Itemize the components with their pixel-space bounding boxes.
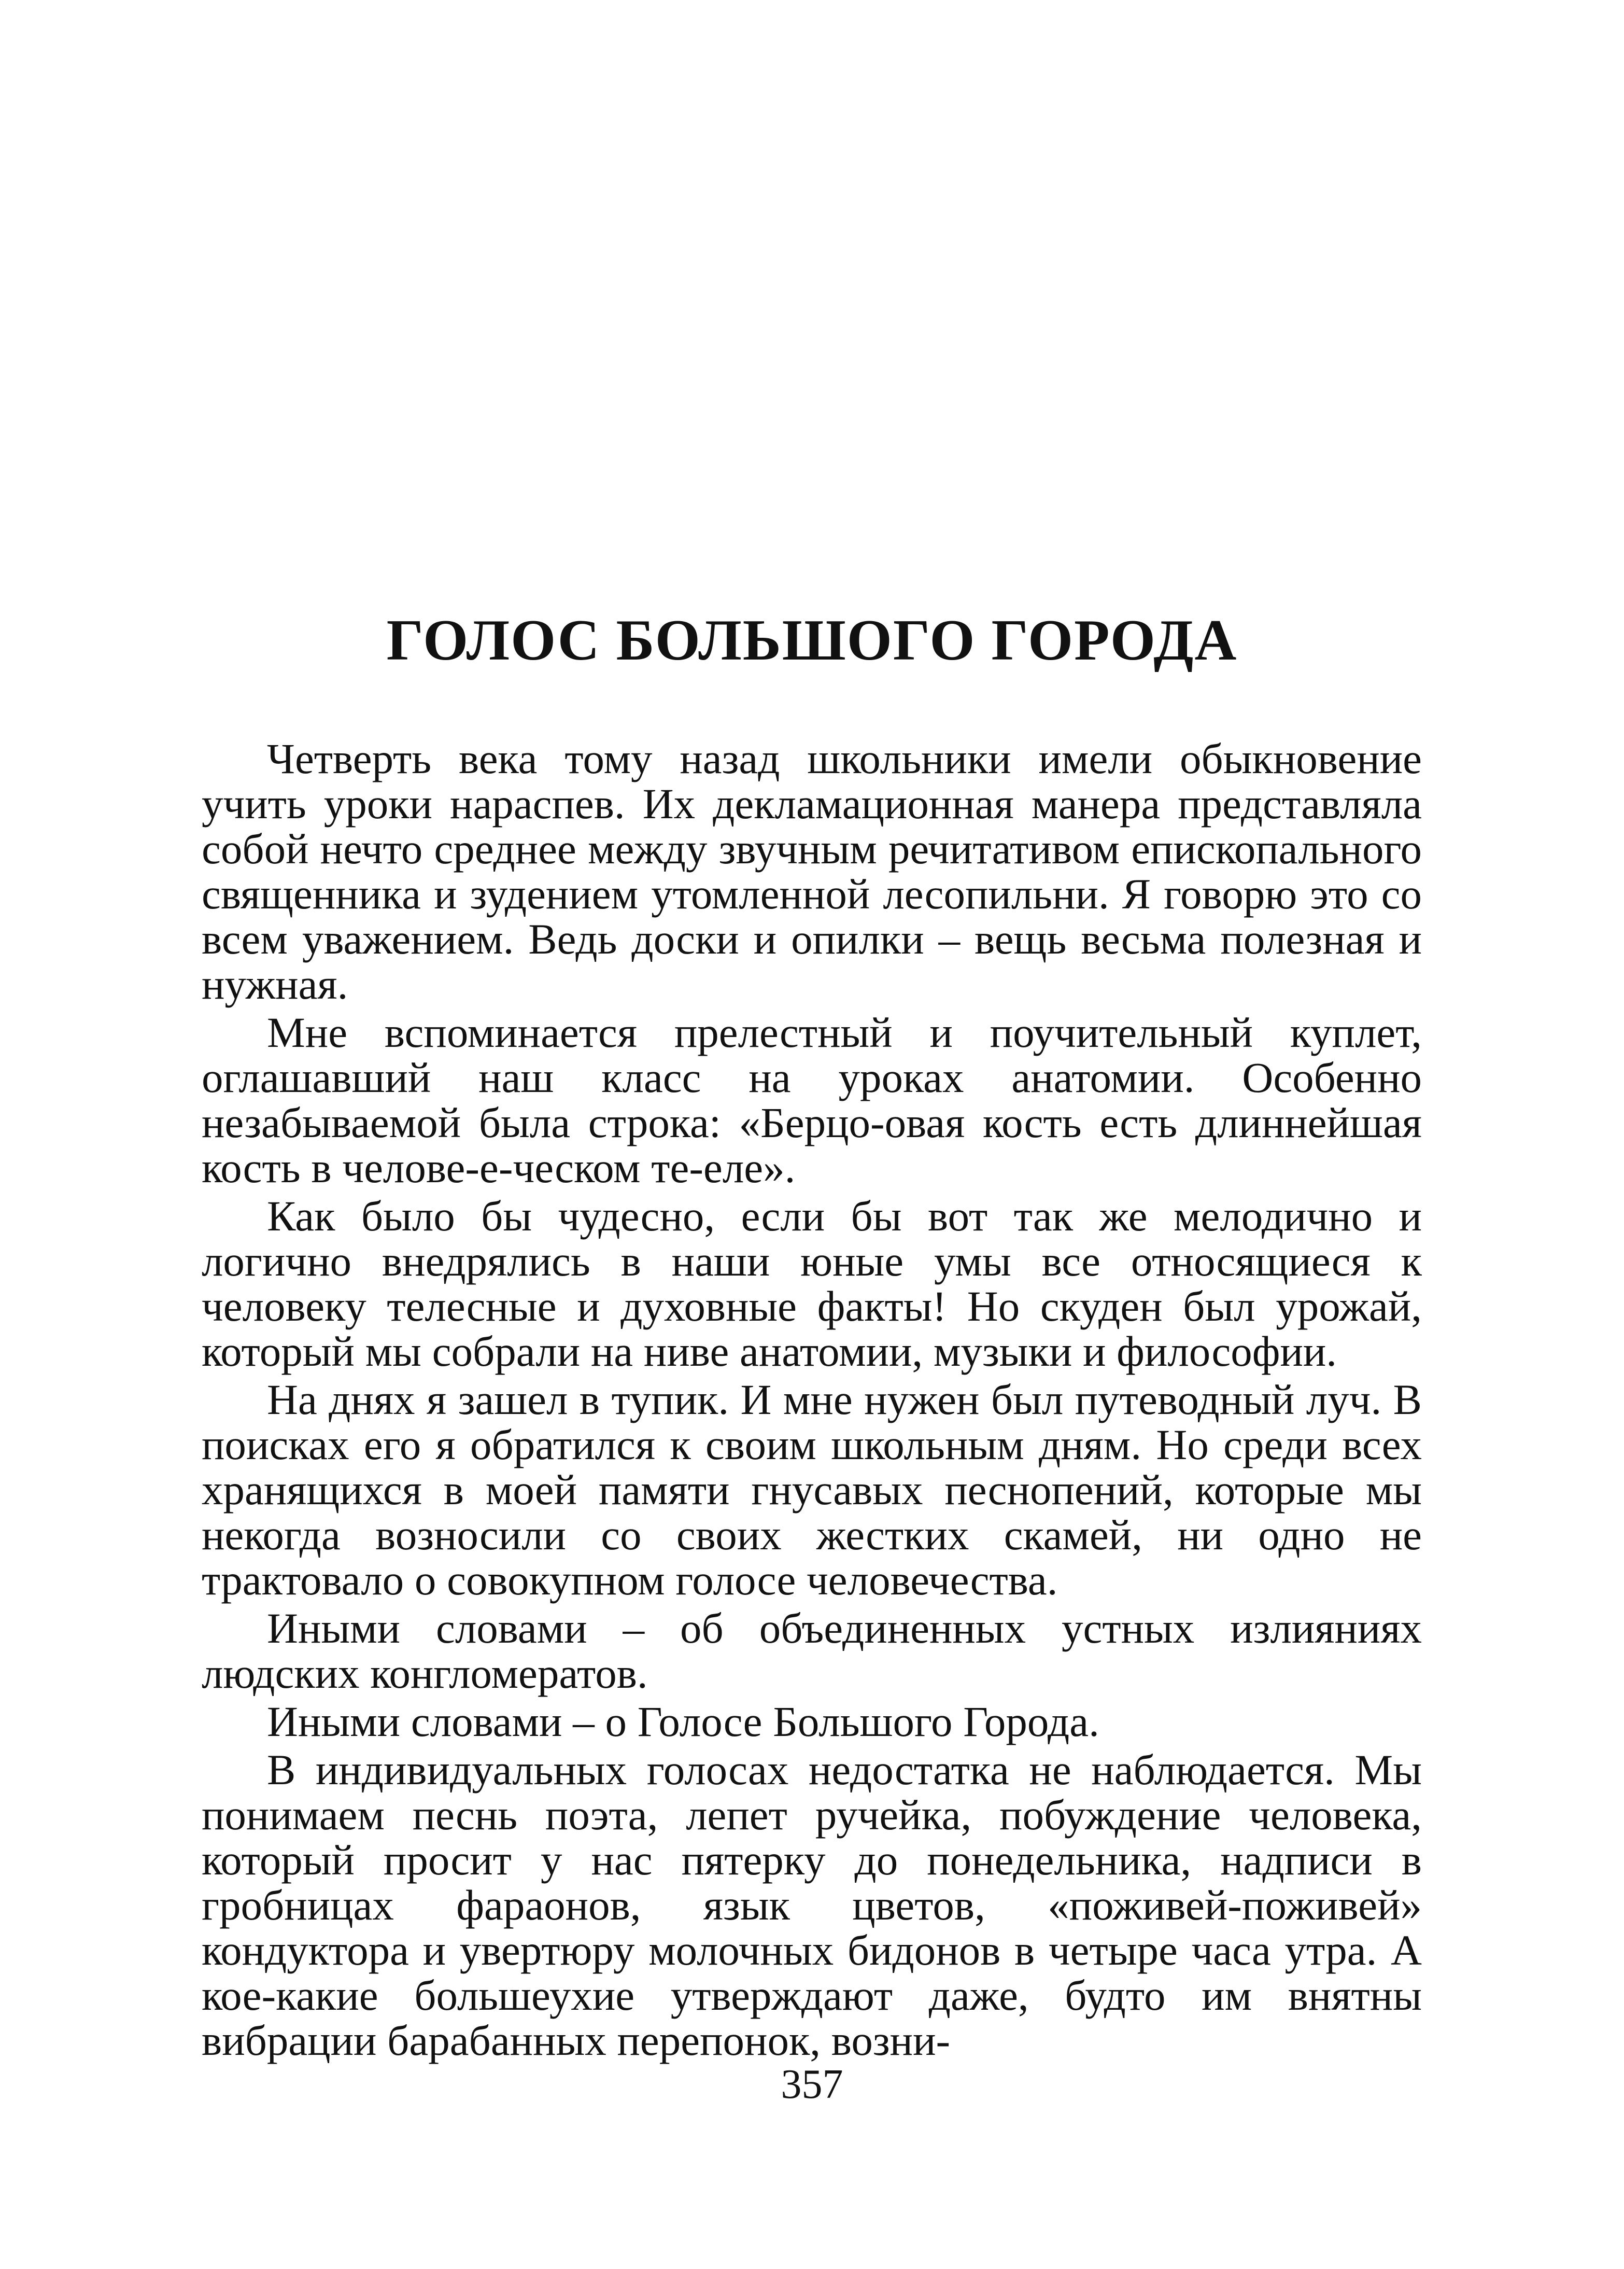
paragraph-7: В индивидуальных голосах недостатка не наблюдается. Мы понимаем песнь поэта, лепет ручейка, побуждение человека, который просит у нас пятерку до понедельника, надписи в гробницах фараонов, язык цветов, «поживей-поживей» кондуктора и увертюру молочных бидонов в четыре часа утра. А кое-какие большеухие утверждают даже, будто им внятны вибрации барабанных перепонок, возни-	[202, 1746, 1422, 2064]
paragraph-4: На днях я зашел в тупик. И мне нужен был путеводный луч. В поисках его я обратился к своим школьным дням. Но среди всех хранящихся в моей памяти гнусавых песнопений, которые мы некогда возносили со своих жестких скамей, ни одно не трактовало о совокупном голосе человечества.	[202, 1376, 1422, 1604]
chapter-title: ГОЛОС БОЛЬШОГО ГОРОДА	[386, 608, 1238, 673]
paragraph-2: Мне вспоминается прелестный и поучительный куплет, оглашавший наш класс на уроках анатомии. Особенно незабываемой была строка: «Берцо-овая кость есть длиннейшая кость в челове-е-ческом те-еле».	[202, 1009, 1422, 1192]
paragraph-1: Четверть века тому назад школьники имели обыкновение учить уроки нараспев. Их декламационная манера представляла собой нечто среднее между звучным речитативом епископального священника и зудением утомленной лесопильни. Я говорю это со всем уважением. Ведь доски и опилки – вещь весьма полезная и нужная.	[202, 735, 1422, 1008]
body-text	[202, 736, 1422, 2066]
page-number: 357	[781, 2062, 843, 2107]
paragraph-3: Как было бы чудесно, если бы вот так же мелодично и логично внедрялись в наши юные умы все относящиеся к человеку телесные и духовные факты! Но скуден был урожай, который мы собрали на ниве анатомии, музыки и философии.	[202, 1192, 1422, 1375]
paragraph-6: Иными словами – о Голосе Большого Города.	[267, 1698, 1099, 1745]
paragraph-5: Иными словами – об объединенных устных излияниях людских конгломератов.	[202, 1604, 1422, 1697]
